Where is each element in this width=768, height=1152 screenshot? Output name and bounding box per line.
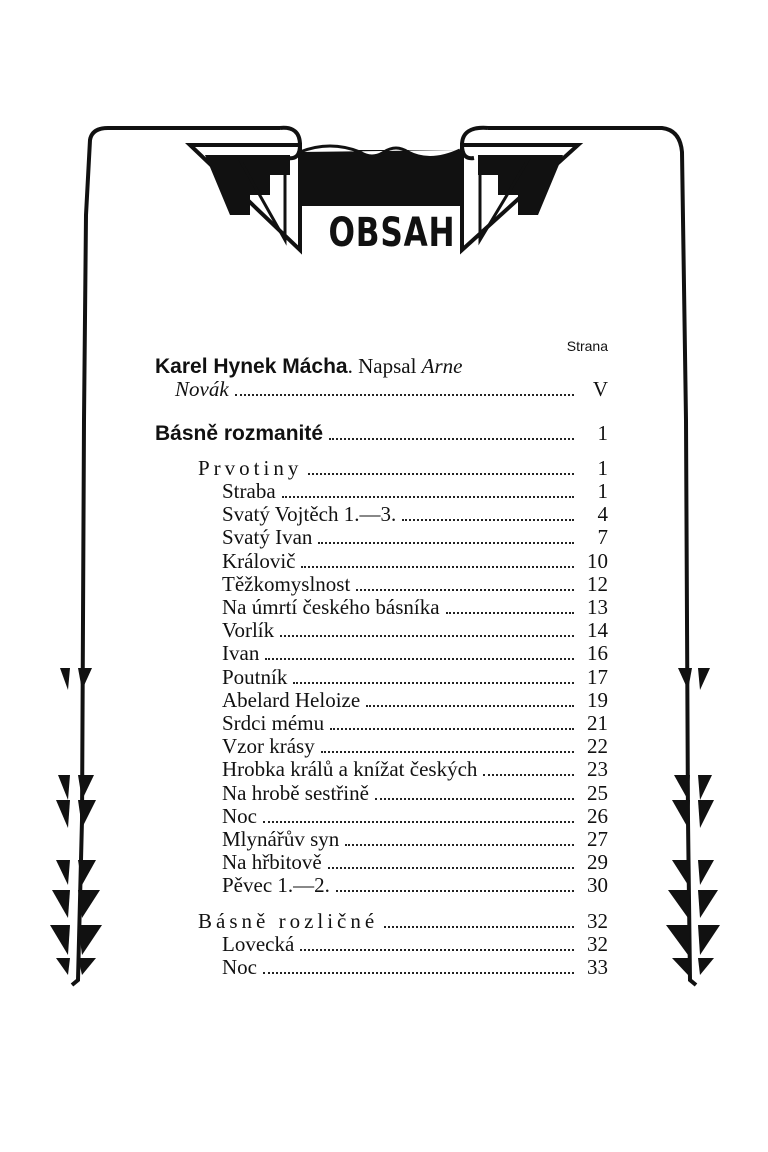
toc-item-page: 19 bbox=[587, 687, 608, 712]
toc-item-title: Poutník bbox=[222, 664, 288, 689]
toc-item-row bbox=[222, 851, 608, 874]
toc-item-page: 7 bbox=[597, 525, 608, 550]
toc-item-page: 13 bbox=[587, 595, 608, 619]
toc-item-page: 26 bbox=[587, 803, 608, 828]
toc-item-page: 25 bbox=[587, 780, 608, 805]
toc-item-title: Straba bbox=[222, 479, 276, 503]
leader-dots bbox=[308, 473, 574, 475]
leader-dots bbox=[356, 589, 574, 591]
leader-dots bbox=[235, 394, 574, 396]
toc-item-page: 17 bbox=[587, 664, 608, 689]
toc-item-row bbox=[222, 735, 608, 758]
toc-item-row bbox=[222, 480, 608, 503]
leader-dots bbox=[402, 519, 574, 521]
toc-item-row bbox=[222, 619, 608, 642]
toc-item-title: Ivan bbox=[222, 641, 260, 666]
toc-item-title: Svatý Vojtěch 1.—3. bbox=[222, 502, 397, 527]
toc-group-row bbox=[198, 910, 608, 933]
leader-dots bbox=[366, 705, 574, 707]
leader-dots bbox=[263, 821, 574, 823]
toc-item-title: Srdci mému bbox=[222, 711, 325, 735]
toc-item-page: 10 bbox=[587, 548, 608, 573]
toc-item-page: 1 bbox=[597, 479, 608, 503]
leader-dots bbox=[265, 658, 574, 660]
toc-item-row bbox=[222, 596, 608, 619]
toc-item-title: Abelard Heloize bbox=[222, 687, 361, 712]
leader-dots bbox=[280, 635, 574, 637]
toc-item-page: 23 bbox=[587, 757, 608, 782]
leader-dots bbox=[336, 890, 574, 892]
page-heading: OBSAH bbox=[328, 210, 456, 256]
page-column-label: Strana bbox=[566, 338, 608, 354]
toc-item-page: 14 bbox=[587, 618, 608, 643]
leader-dots bbox=[483, 774, 574, 776]
toc-item-page: 21 bbox=[587, 711, 608, 735]
author-entry-author-first: Arne bbox=[421, 354, 463, 378]
toc-item-row bbox=[222, 828, 608, 851]
leader-dots bbox=[328, 867, 574, 869]
toc-item-title: Na hrobě sestřině bbox=[222, 780, 369, 805]
toc-item-row bbox=[222, 573, 608, 596]
toc-item-row bbox=[222, 805, 608, 828]
toc-group-title: Prvotiny bbox=[198, 456, 303, 480]
toc-item-row bbox=[222, 666, 608, 689]
leader-dots bbox=[384, 926, 574, 928]
toc-item-title: Pěvec 1.—2. bbox=[222, 873, 330, 898]
toc-item-row bbox=[222, 689, 608, 712]
toc-item-row bbox=[222, 712, 608, 735]
toc-item-row bbox=[222, 874, 608, 897]
toc-item-row bbox=[222, 782, 608, 805]
leader-dots bbox=[301, 566, 574, 568]
leader-dots bbox=[318, 542, 574, 544]
leader-dots bbox=[345, 844, 574, 846]
leader-dots bbox=[321, 751, 574, 753]
toc-item-title: Vzor krásy bbox=[222, 734, 315, 759]
toc-group-page: 1 bbox=[597, 456, 608, 480]
leader-dots bbox=[330, 728, 574, 730]
leader-dots bbox=[329, 438, 574, 440]
author-entry-written-by: Napsal bbox=[358, 354, 417, 378]
toc-item-title: Vorlík bbox=[222, 618, 275, 643]
author-entry-line-2 bbox=[175, 378, 608, 401]
leader-dots bbox=[293, 682, 574, 684]
left-side-flourish bbox=[50, 668, 102, 975]
toc-section-page: 1 bbox=[597, 421, 608, 445]
toc-item-page: 33 bbox=[587, 955, 608, 979]
toc-item-page: 12 bbox=[587, 571, 608, 596]
toc-item-title: Těžkomyslnost bbox=[222, 571, 351, 596]
author-entry-page: V bbox=[592, 377, 608, 401]
toc-item-row bbox=[222, 758, 608, 781]
toc-item-title: Královič bbox=[222, 548, 296, 573]
toc-item-title: Na úmrtí českého básníka bbox=[222, 595, 440, 619]
toc-item-title: Noc bbox=[222, 803, 257, 828]
toc-item-page: 29 bbox=[587, 850, 608, 875]
toc-item-page: 27 bbox=[587, 827, 608, 851]
leader-dots bbox=[375, 798, 574, 800]
toc-group-row bbox=[198, 457, 608, 480]
toc-item-title: Hrobka králů a knížat českých bbox=[222, 757, 478, 782]
toc-item-title: Mlynářův syn bbox=[222, 827, 340, 851]
toc-item-title: Svatý Ivan bbox=[222, 525, 313, 550]
toc-section-title: Básně rozmanité bbox=[155, 422, 324, 445]
toc-group-page: 32 bbox=[587, 909, 608, 933]
toc-item-row bbox=[222, 933, 608, 956]
leader-dots bbox=[282, 496, 574, 498]
toc-item-page: 4 bbox=[597, 502, 608, 527]
toc-item-row bbox=[222, 642, 608, 665]
toc-item-page: 16 bbox=[587, 641, 608, 666]
toc-item-row bbox=[222, 526, 608, 549]
toc-section-row bbox=[155, 422, 608, 445]
toc-item-row bbox=[222, 956, 608, 979]
author-entry-line-1: Karel Hynek Mácha. Napsal Arne bbox=[155, 354, 463, 378]
toc-item-row bbox=[222, 503, 608, 526]
leader-dots bbox=[300, 949, 574, 951]
right-side-flourish bbox=[666, 668, 720, 975]
toc-item-page: 22 bbox=[587, 734, 608, 759]
author-entry-name: Karel Hynek Mácha bbox=[155, 355, 348, 378]
toc-item-title: Lovecká bbox=[222, 932, 295, 956]
toc-item-title: Na hřbitově bbox=[222, 850, 322, 875]
toc-group-title: Básně rozličné bbox=[198, 909, 379, 933]
leader-dots bbox=[446, 612, 574, 614]
toc-item-row bbox=[222, 550, 608, 573]
toc-item-page: 30 bbox=[587, 873, 608, 898]
author-entry-author-last: Novák bbox=[175, 377, 229, 401]
leader-dots bbox=[263, 972, 574, 974]
toc-item-title: Noc bbox=[222, 955, 257, 979]
toc-item-page: 32 bbox=[587, 932, 608, 956]
